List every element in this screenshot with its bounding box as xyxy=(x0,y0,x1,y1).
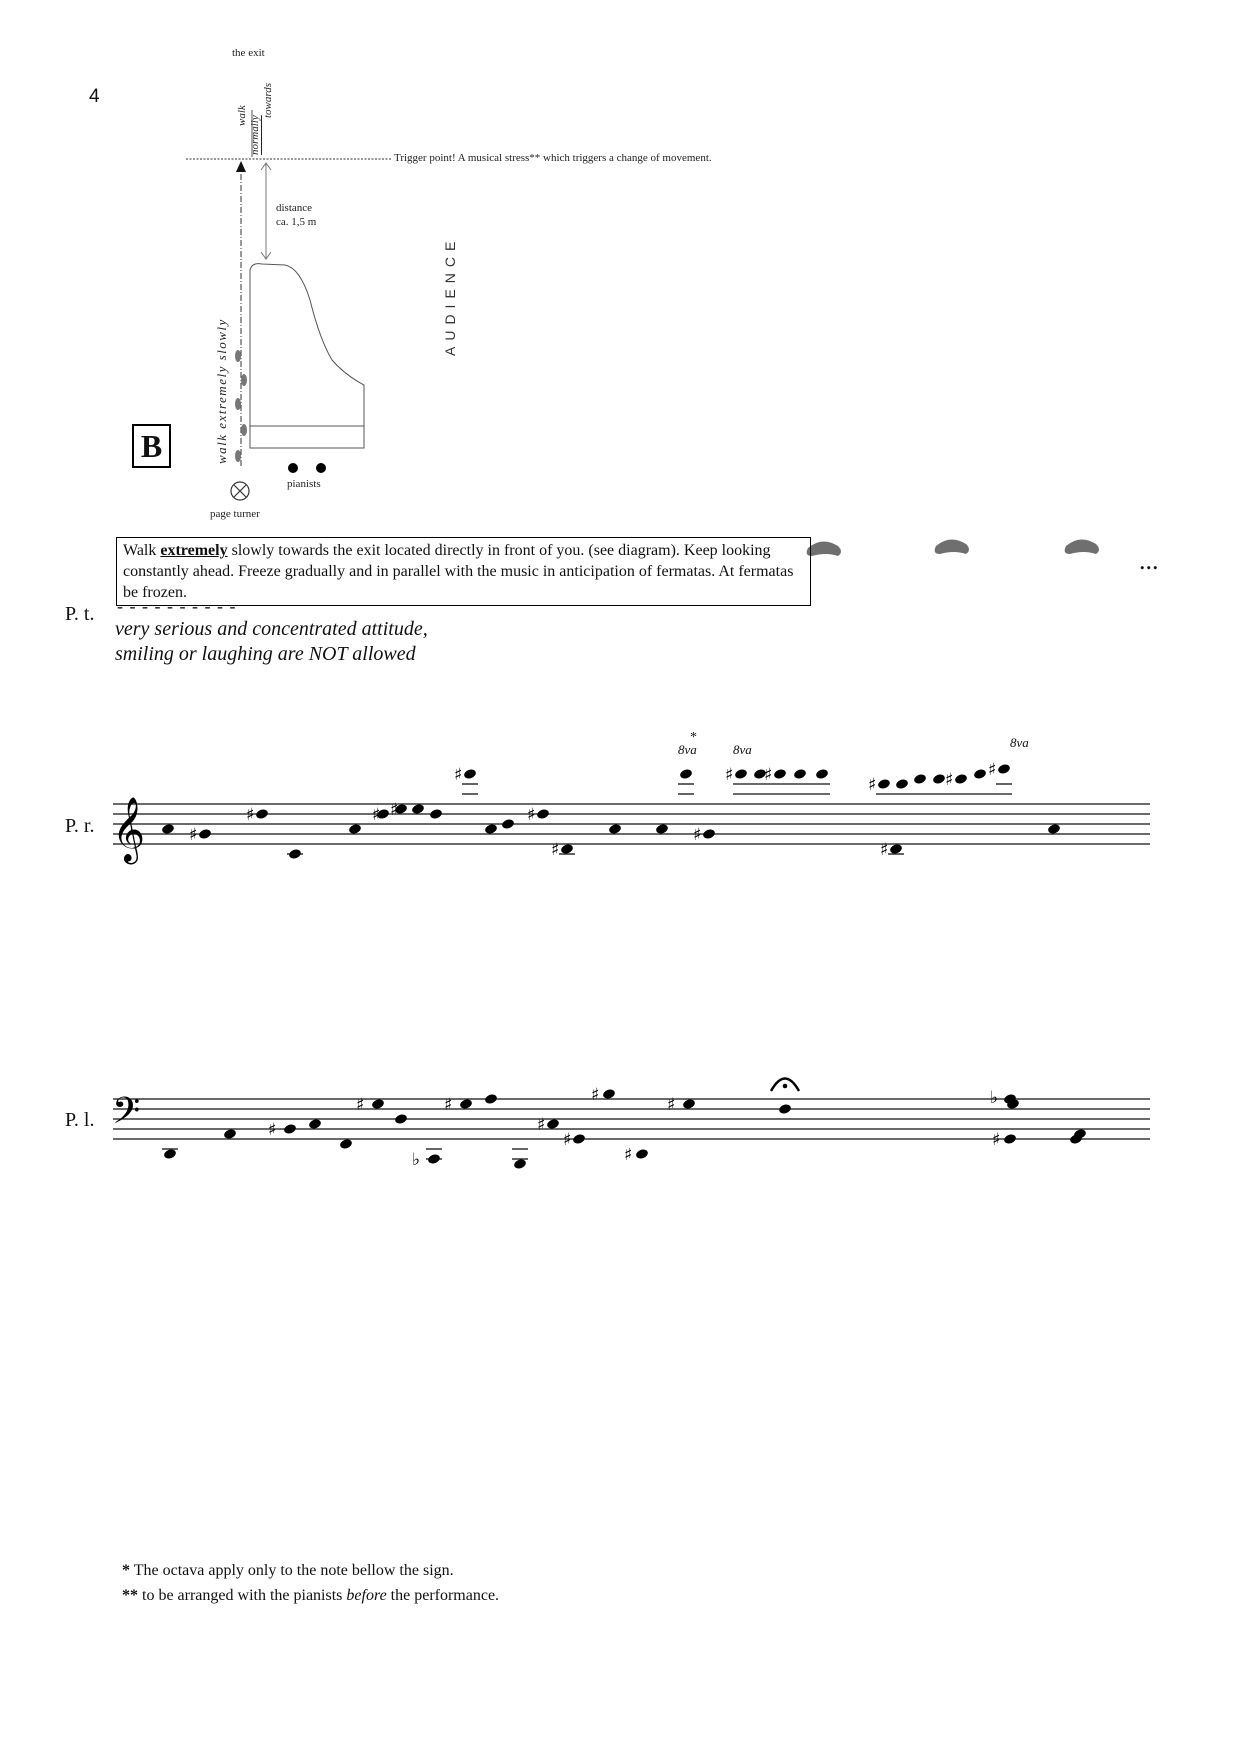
svg-text:♯: ♯ xyxy=(454,765,463,785)
treble-clef-icon: 𝄞 xyxy=(112,797,146,862)
footnote-2 xyxy=(122,1583,499,1608)
svg-text:♯: ♯ xyxy=(667,1095,676,1115)
svg-text:♯: ♯ xyxy=(868,775,877,795)
walk-normally-word1: walk xyxy=(236,105,248,126)
distance-value: ca. 1,5 m xyxy=(276,216,317,228)
footnotes xyxy=(122,1558,499,1608)
ottava-asterisk: * xyxy=(690,730,697,745)
svg-text:♯: ♯ xyxy=(527,805,536,825)
accidental-signs xyxy=(268,1085,1000,1170)
left-hand-label: P. l. xyxy=(65,1109,95,1131)
walk-normally-word2: normally xyxy=(249,115,261,155)
footnote-2-text-italic: before xyxy=(346,1587,387,1604)
svg-text:♯: ♯ xyxy=(246,805,255,825)
footnote-2-text-b: the performance. xyxy=(386,1587,500,1604)
svg-text:♯: ♯ xyxy=(189,825,198,845)
instruction-part1: Walk xyxy=(123,542,161,559)
pianists-label: pianists xyxy=(287,478,321,490)
svg-text:♯: ♯ xyxy=(725,765,734,785)
svg-text:♯: ♯ xyxy=(988,760,997,780)
ottava-mark-1: 8va xyxy=(678,742,697,757)
page-turner-part-label: P. t. xyxy=(65,603,95,625)
ottava-mark-3: 8va xyxy=(1010,735,1029,750)
svg-text:♯: ♯ xyxy=(693,825,702,845)
page-turner-label: page turner xyxy=(210,508,260,520)
svg-text:♯: ♯ xyxy=(356,1095,365,1115)
bass-clef-icon: 𝄢 xyxy=(112,1090,141,1141)
footnote-2-text-a: to be arranged with the pianists xyxy=(138,1587,347,1604)
footnote-1-text: The octava apply only to the note bellow the sign. xyxy=(130,1562,454,1579)
ellipsis: ... xyxy=(1139,546,1159,575)
svg-text:♯: ♯ xyxy=(880,840,889,860)
ottava-mark-2: 8va xyxy=(733,742,752,757)
svg-text:♯: ♯ xyxy=(563,1130,572,1150)
attitude-line2: smiling or laughing are NOT allowed xyxy=(115,643,416,665)
attitude-line1: very serious and concentrated attitude, xyxy=(115,618,428,640)
page-number: 4 xyxy=(89,86,100,107)
right-hand-notes xyxy=(161,763,1061,860)
footnote-1 xyxy=(122,1558,499,1583)
svg-text:♯: ♯ xyxy=(764,765,773,785)
sharp-signs xyxy=(189,760,996,860)
left-hand-staff xyxy=(0,1000,1241,1220)
svg-text:♯: ♯ xyxy=(444,1095,453,1115)
walk-normally-word3: towards xyxy=(262,82,274,118)
svg-text:♯: ♯ xyxy=(537,1115,546,1135)
audience-label: AUDIENCE xyxy=(442,235,458,356)
svg-text:♯: ♯ xyxy=(945,770,954,790)
svg-text:♯: ♯ xyxy=(268,1120,277,1140)
trigger-point-text: Trigger point! A musical stress** which triggers a change of movement. xyxy=(394,152,712,164)
instruction-emphasis: extremely xyxy=(160,542,228,559)
svg-text:♯: ♯ xyxy=(591,1085,600,1105)
right-hand-label: P. r. xyxy=(65,815,95,837)
svg-text:♭: ♭ xyxy=(412,1150,421,1170)
exit-label: the exit xyxy=(232,47,265,59)
instruction-part2: slowly towards the exit located directly in front of you. (see diagram). Keep looking constantly ahead. Freeze gradually and in parallel with the music in anticipation of fermatas. At fermatas be frozen. xyxy=(123,542,794,601)
footnote-1-mark: * xyxy=(122,1562,130,1579)
footnote-2-mark: ** xyxy=(122,1587,138,1604)
page-turner-dashes: - - - - - - - - - - xyxy=(117,596,237,616)
svg-text:♯: ♯ xyxy=(372,805,381,825)
svg-text:♯: ♯ xyxy=(992,1130,1001,1150)
ledger-lines xyxy=(162,1149,528,1159)
svg-text:♭: ♭ xyxy=(990,1088,999,1108)
svg-text:♯: ♯ xyxy=(551,840,560,860)
section-marker: B xyxy=(132,424,171,468)
svg-text:♯: ♯ xyxy=(624,1145,633,1165)
svg-text:♯: ♯ xyxy=(390,800,399,820)
walk-slowly-label: walk extremely slowly xyxy=(214,318,229,464)
distance-label: distance xyxy=(276,202,313,214)
